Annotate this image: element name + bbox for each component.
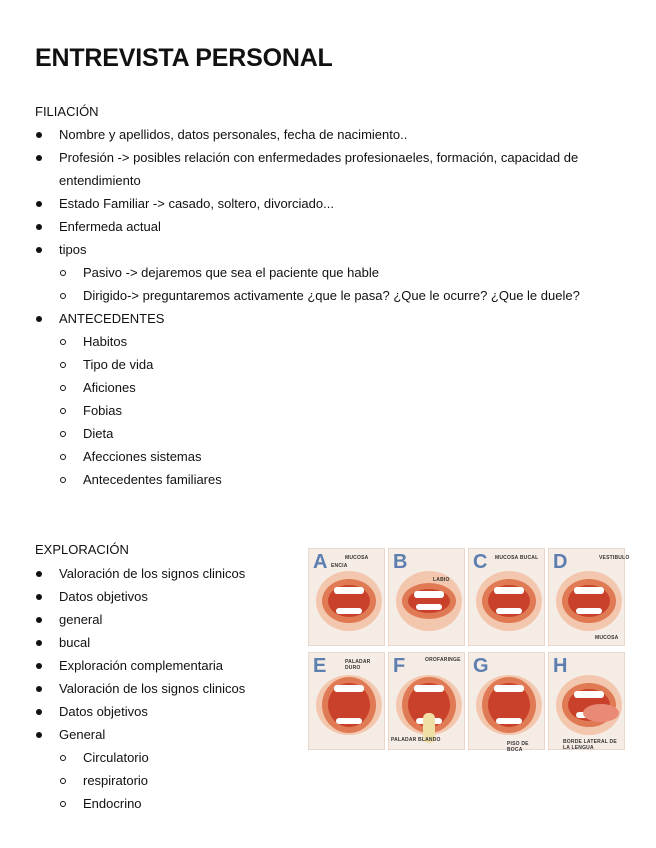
panel-letter: B	[393, 551, 408, 573]
sub-list-item: Aficiones	[59, 376, 625, 399]
panel-annotation: PALADAR BLANDO	[391, 737, 441, 743]
sub-list-item: Tipo de vida	[59, 353, 625, 376]
list-item-text: bucal	[59, 635, 91, 650]
sub-list-item: Dirigido-> preguntaremos activamente ¿que le pasa? ¿Que le ocurre? ¿Que le duele?	[59, 284, 625, 307]
panel-annotation: VESTIBULO	[599, 555, 630, 561]
list-item	[35, 677, 305, 700]
list-item	[35, 654, 305, 677]
list-item-text: General	[59, 727, 106, 742]
list-item	[35, 192, 625, 215]
sub-list	[59, 330, 625, 491]
panel-letter: F	[393, 655, 406, 677]
list-item-text: Datos objetivos	[59, 589, 148, 604]
list-item-text: general	[59, 612, 103, 627]
list-item-text: Profesión -> posibles relación con enfermedades profesionaeles, formación, capacidad de entendimiento	[59, 150, 579, 188]
sub-list-item: Antecedentes familiares	[59, 468, 625, 491]
list-item	[35, 238, 625, 307]
sub-list	[59, 261, 625, 307]
figure-panel-f	[388, 652, 465, 750]
list-item	[35, 307, 625, 491]
exploracion-list	[35, 562, 305, 815]
list-item-text: Datos objetivos	[59, 704, 148, 719]
list-item	[35, 631, 305, 654]
oral-exam-figure	[308, 548, 630, 754]
panel-annotation: PALADAR DURO	[345, 659, 371, 671]
panel-letter: H	[553, 655, 568, 677]
panel-letter: G	[473, 655, 489, 677]
sub-list-item: Endocrino	[59, 792, 305, 815]
list-item	[35, 723, 305, 815]
list-item	[35, 608, 305, 631]
list-item-text: Exploración complementaria	[59, 658, 224, 673]
figure-panel-d	[548, 548, 630, 646]
list-item	[35, 700, 305, 723]
sub-list-item: Habitos	[59, 330, 625, 353]
figure-panel-c	[468, 548, 545, 646]
panel-annotation: PISO DE BOCA	[507, 741, 529, 753]
list-item-text: Nombre y apellidos, datos personales, fecha de nacimiento..	[59, 127, 408, 142]
panel-letter: A	[313, 551, 328, 573]
sub-list-item: Pasivo -> dejaremos que sea el paciente que hable	[59, 261, 625, 284]
list-item	[35, 585, 305, 608]
figure-panel-g	[468, 652, 545, 753]
panel-annotation: ENCIA	[331, 563, 348, 569]
figure-panel-e	[308, 652, 385, 750]
panel-letter: E	[313, 655, 327, 677]
figure-panel-b	[388, 548, 465, 646]
list-item-text: tipos	[59, 242, 87, 257]
filiacion-heading: FILIACIÓN	[35, 104, 99, 119]
sub-list-item: Fobias	[59, 399, 625, 422]
list-item-text: Estado Familiar -> casado, soltero, divorciado...	[59, 196, 334, 211]
figure-panel-h	[548, 652, 625, 750]
panel-annotation: MUCOSA BUCAL	[495, 555, 539, 561]
filiacion-list	[35, 123, 625, 491]
list-item-text: Valoración de los signos clinicos	[59, 681, 246, 696]
panel-annotation: LABIO	[433, 577, 450, 583]
sub-list-item: Afecciones sistemas	[59, 445, 625, 468]
exploracion-heading: EXPLORACIÓN	[35, 542, 129, 557]
panel-letter: D	[553, 551, 568, 573]
list-item-text: Enfermeda actual	[59, 219, 161, 234]
list-item	[35, 123, 625, 146]
panel-letter: C	[473, 551, 488, 573]
panel-annotation: OROFARINGE	[425, 657, 461, 663]
sub-list-item: Dieta	[59, 422, 625, 445]
list-item-text: Valoración de los signos clinicos	[59, 566, 246, 581]
figure-panel-a	[308, 548, 385, 646]
sub-list	[59, 746, 305, 815]
list-item	[35, 562, 305, 585]
sub-list-item: respiratorio	[59, 769, 305, 792]
list-item	[35, 146, 625, 192]
panel-annotation: MUCOSA	[345, 555, 369, 561]
page-title: ENTREVISTA PERSONAL	[35, 44, 333, 72]
list-item-text: ANTECEDENTES	[59, 311, 165, 326]
list-item	[35, 215, 625, 238]
panel-annotation: MUCOSA	[595, 635, 619, 641]
sub-list-item: Circulatorio	[59, 746, 305, 769]
panel-annotation: BORDE LATERAL DE LA LENGUA	[563, 739, 617, 751]
